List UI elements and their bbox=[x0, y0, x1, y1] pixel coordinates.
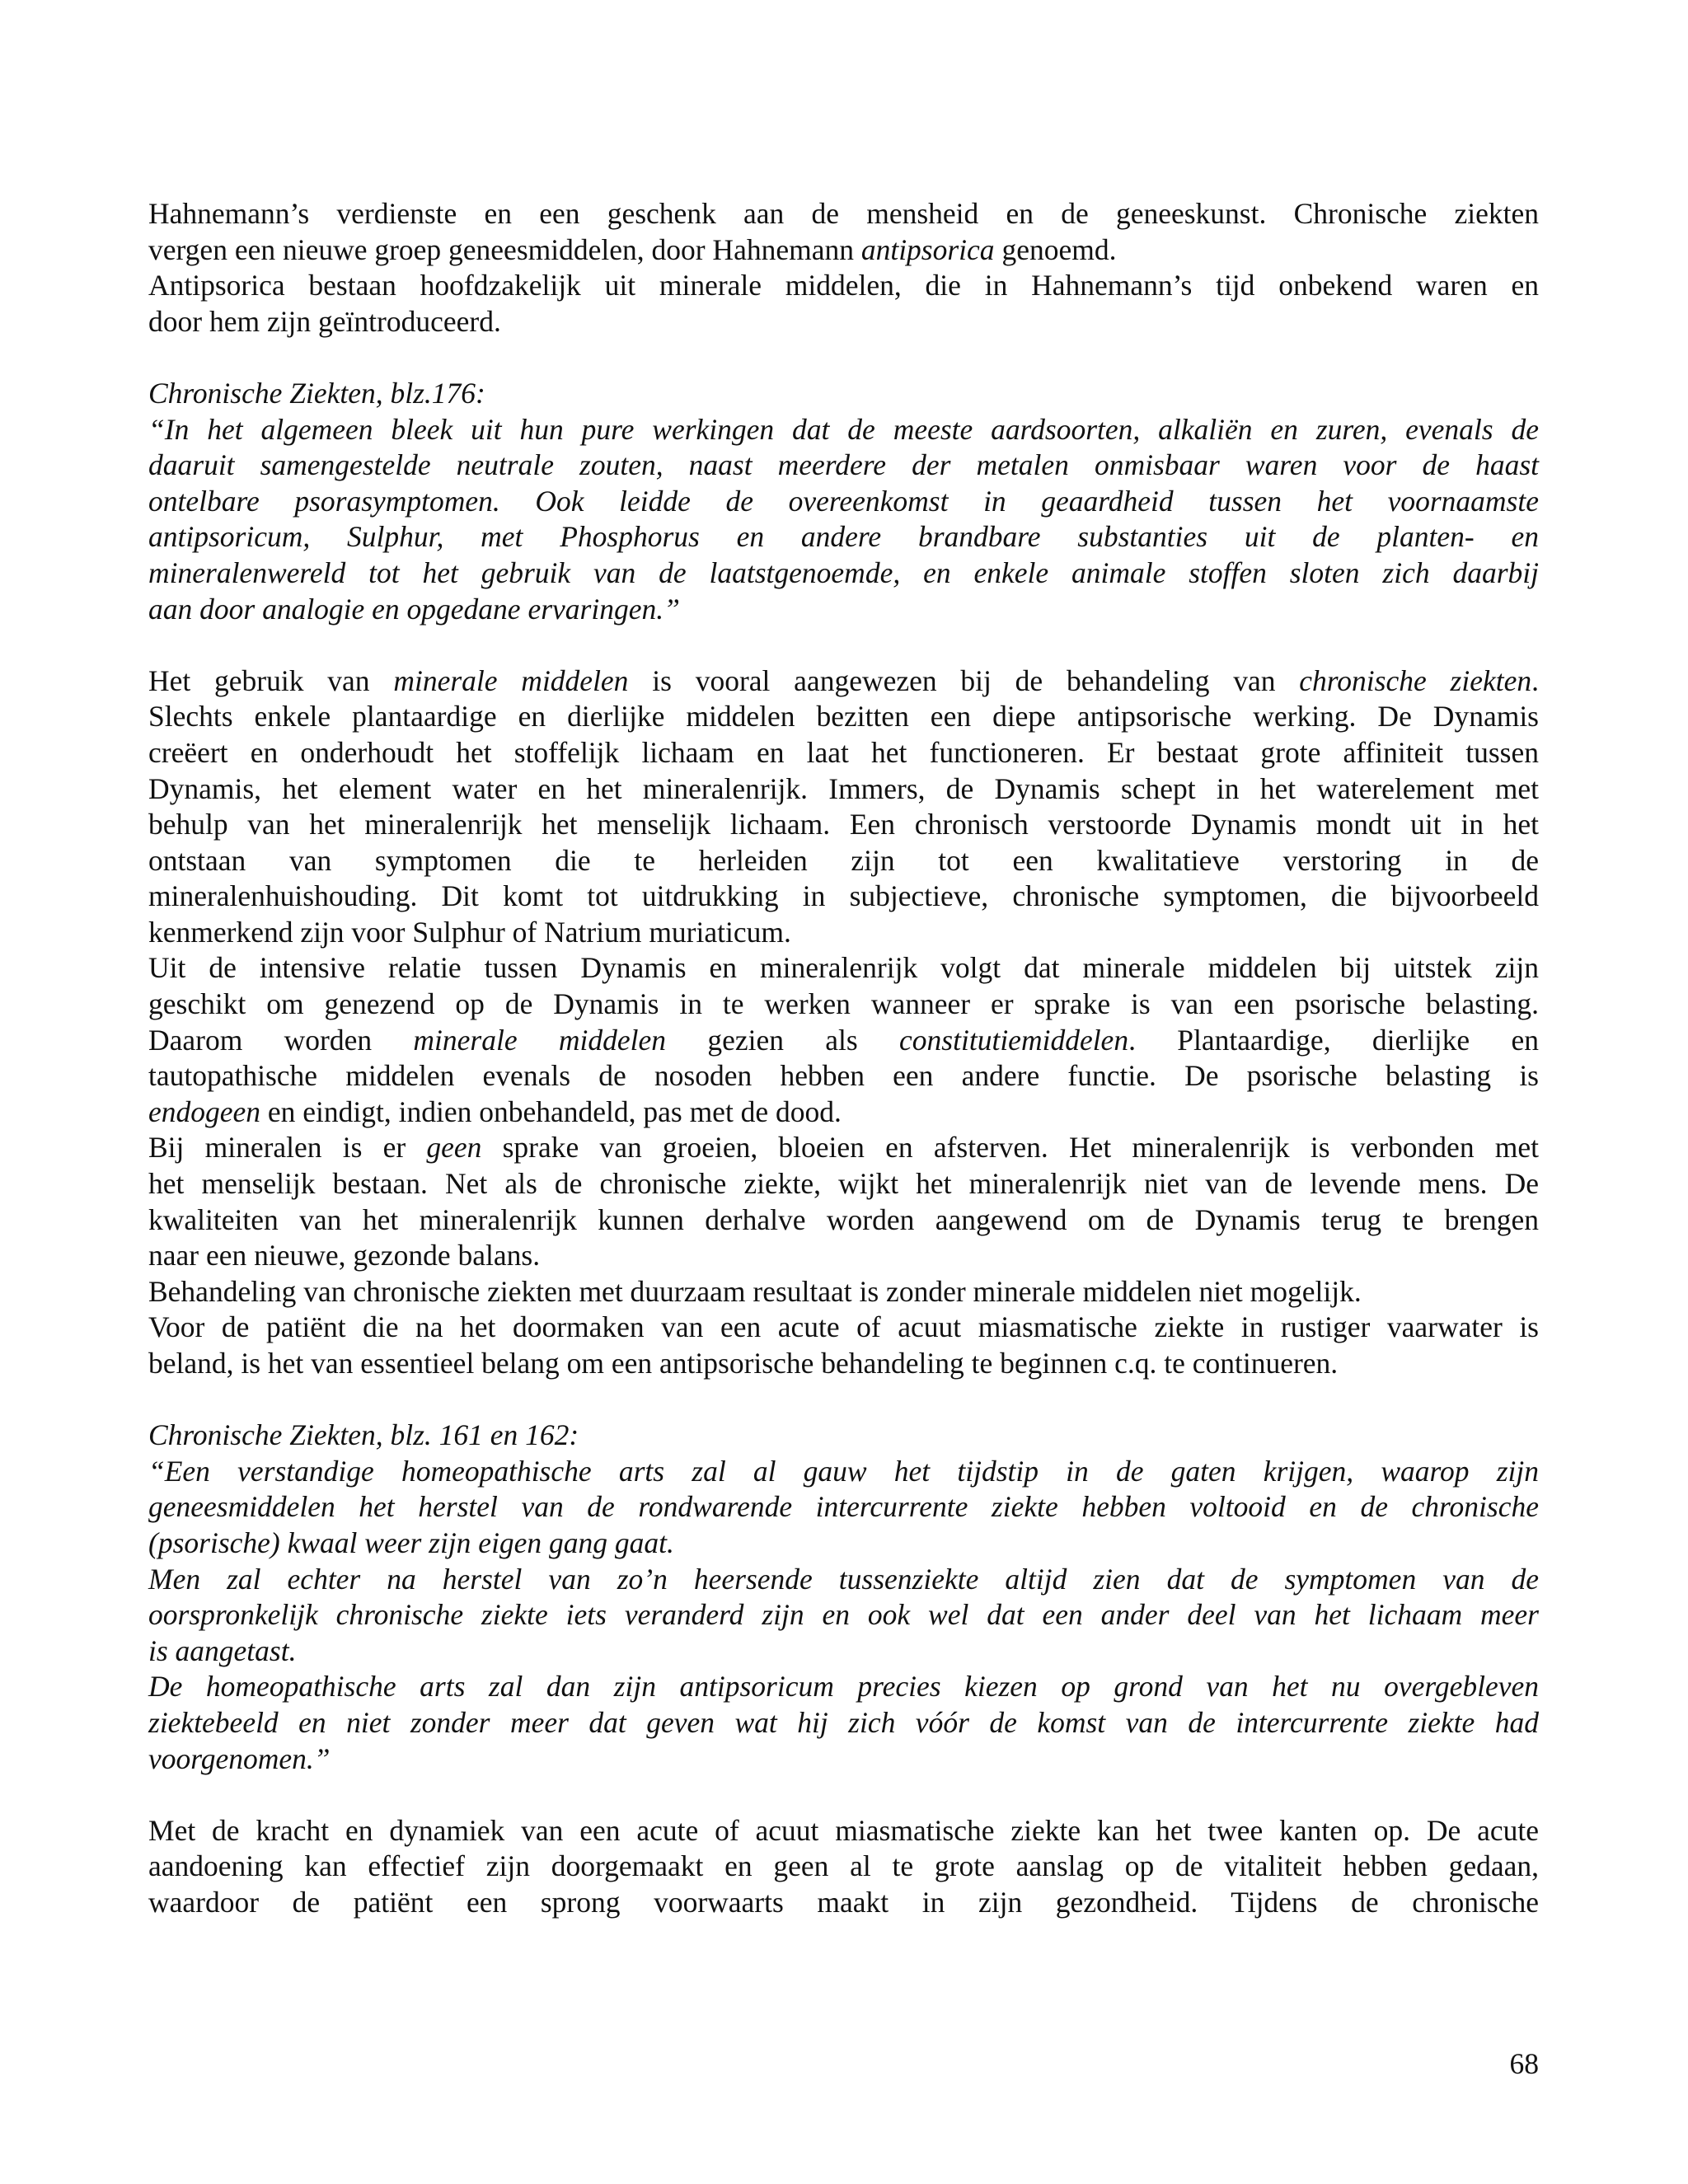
text-line: Het gebruik van minerale middelen is vooral aangewezen bij de behandeling van chronische ziekten. bbox=[148, 663, 1539, 697]
text-line: kwaliteiten van het mineralenrijk kunnen derhalve worden aangewend om de Dynamis terug te brengen bbox=[148, 1202, 1539, 1236]
text-line: Hahnemann’s verdienste en een geschenk aan de mensheid en de geneeskunst. Chronische ziekten bbox=[148, 197, 1539, 230]
text-line: tautopathische middelen evenals de nosoden hebben een andere functie. De psorische belasting is bbox=[148, 1059, 1539, 1093]
text-line: Met de kracht en dynamiek van een acute of acuut miasmatische ziekte kan het twee kanten op. De acute bbox=[148, 1813, 1539, 1847]
paragraph-antipsorica bbox=[148, 268, 1539, 340]
quote-line: mineralenwereld tot het gebruik van de laatstgenoemde, en enkele animale stoffen sloten zich daarbij bbox=[148, 555, 1539, 589]
text-line: Behandeling van chronische ziekten met duurzaam resultaat is zonder minerale middelen niet mogelijk. bbox=[148, 1274, 1362, 1308]
emphasis: minerale middelen bbox=[413, 1023, 667, 1057]
quote-line: antipsoricum, Sulphur, met Phosphorus en andere brandbare substanties uit de planten- en bbox=[148, 520, 1539, 554]
text-run: genoemd. bbox=[994, 232, 1117, 266]
emphasis: chronische ziekten bbox=[1299, 663, 1532, 697]
quote-reference: Chronische Ziekten, blz. 161 en 162: bbox=[148, 1418, 579, 1452]
paragraph-intro bbox=[148, 196, 1539, 268]
quote-block-161 bbox=[148, 1418, 1539, 1777]
text-line: ontstaan van symptomen die te herleiden zijn tot een kwalitatieve verstoring in de bbox=[148, 843, 1539, 877]
text-line: Bij mineralen is er geen sprake van groeien, bloeien en afsterven. Het mineralenrijk is verbonden met bbox=[148, 1131, 1539, 1165]
page-number: 68 bbox=[1509, 2047, 1539, 2080]
emphasis: constitutiemiddelen bbox=[899, 1023, 1129, 1057]
quote-line: daaruit samengestelde neutrale zouten, naast meerdere der metalen onmisbaar waren voor de haast bbox=[148, 448, 1539, 482]
text-line: geschikt om genezend op de Dynamis in te werken wanneer er sprake is van een psorische belasting. bbox=[148, 987, 1539, 1021]
text-run: vergen een nieuwe groep geneesmiddelen, door Hahnemann bbox=[148, 232, 861, 266]
text-line: aandoening kan effectief zijn doorgemaakt en geen al te grote aanslag op de vitaliteit hebben gedaan, bbox=[148, 1849, 1539, 1883]
quote-line: “In het algemeen bleek uit hun pure werkingen dat de meeste aardsoorten, alkaliën en zuren, evenals de bbox=[148, 412, 1539, 446]
emphasis: endogeen bbox=[148, 1094, 261, 1128]
quote-reference: Chronische Ziekten, blz.176: bbox=[148, 376, 485, 410]
text-line: Daarom worden minerale middelen gezien als constitutiemiddelen. Plantaardige, dierlijke en bbox=[148, 1023, 1539, 1057]
quote-line: geneesmiddelen het herstel van de rondwarende intercurrente ziekte hebben voltooid en de chronische bbox=[148, 1490, 1539, 1524]
emphasis-antipsorica: antipsorica bbox=[860, 232, 995, 266]
paragraph-mineralen bbox=[148, 1130, 1539, 1273]
quote-line: is aangetast. bbox=[148, 1633, 297, 1667]
text-line: endogeen en eindigt, indien onbehandeld, pas met de dood. bbox=[148, 1094, 842, 1128]
paragraph-relatie bbox=[148, 950, 1539, 1130]
quote-line: voorgenomen.” bbox=[148, 1741, 331, 1775]
text-line: Antipsorica bestaan hoofdzakelijk uit minerale middelen, die in Hahnemann’s tijd onbekend waren en bbox=[148, 269, 1539, 302]
text-line: Dynamis, het element water en het mineralenrijk. Immers, de Dynamis schept in het waterelement met bbox=[148, 771, 1539, 805]
paragraph-gap bbox=[148, 1382, 1539, 1418]
text-line: Uit de intensive relatie tussen Dynamis en mineralenrijk volgt dat minerale middelen bij uitstek zijn bbox=[148, 951, 1539, 985]
quote-block-176 bbox=[148, 376, 1539, 627]
quote-line: Men zal echter na herstel van zo’n heersende tussenziekte altijd zien dat de symptomen van de bbox=[148, 1562, 1539, 1596]
paragraph-behandeling bbox=[148, 1274, 1539, 1310]
text-line: door hem zijn geïntroduceerd. bbox=[148, 304, 501, 338]
text-line: mineralenhuishouding. Dit komt tot uitdrukking in subjectieve, chronische symptomen, die bijvoorbeeld bbox=[148, 879, 1539, 913]
text-line: naar een nieuwe, gezonde balans. bbox=[148, 1239, 541, 1272]
paragraph-kracht bbox=[148, 1813, 1539, 1921]
text-line: Voor de patiënt die na het doormaken van een acute of acuut miasmatische ziekte in rustiger vaarwater is bbox=[148, 1310, 1539, 1344]
paragraph-minerale-middelen bbox=[148, 663, 1539, 951]
paragraph-gap bbox=[148, 340, 1539, 376]
text-line: het menselijk bestaan. Net als de chronische ziekte, wijkt het mineralenrijk niet van de levende mens. De bbox=[148, 1167, 1539, 1201]
text-line: Slechts enkele plantaardige en dierlijke middelen bezitten een diepe antipsorische werking. De Dynamis bbox=[148, 700, 1539, 733]
text-line bbox=[148, 232, 1539, 269]
page-body bbox=[148, 196, 1539, 1921]
paragraph-gap bbox=[148, 627, 1539, 663]
emphasis: minerale middelen bbox=[393, 663, 629, 697]
text-line: beland, is het van essentieel belang om een antipsorische behandeling te beginnen c.q. te continueren. bbox=[148, 1347, 1339, 1380]
quote-line: (psorische) kwaal weer zijn eigen gang gaat. bbox=[148, 1526, 674, 1559]
emphasis: geen bbox=[426, 1131, 482, 1165]
quote-line: De homeopathische arts zal dan zijn antipsoricum precies kiezen op grond van het nu overgebleven bbox=[148, 1670, 1539, 1704]
quote-line: ziektebeeld en niet zonder meer dat geven wat hij zich vóór de komst van de intercurrente ziekte had bbox=[148, 1705, 1539, 1739]
paragraph-patient bbox=[148, 1310, 1539, 1381]
text-line: creëert en onderhoudt het stoffelijk lichaam en laat het functioneren. Er bestaat grote affiniteit tussen bbox=[148, 735, 1539, 769]
quote-line: aan door analogie en opgedane ervaringen.” bbox=[148, 592, 680, 626]
quote-line: “Een verstandige homeopathische arts zal al gauw het tijdstip in de gaten krijgen, waarop zijn bbox=[148, 1454, 1539, 1488]
text-line: waardoor de patiënt een sprong voorwaarts maakt in zijn gezondheid. Tijdens de chronische bbox=[148, 1885, 1539, 1919]
quote-line: oorspronkelijk chronische ziekte iets veranderd zijn en ook wel dat een ander deel van het lichaam meer bbox=[148, 1598, 1539, 1632]
quote-line: ontelbare psorasymptomen. Ook leidde de overeenkomst in geaardheid tussen het voornaamste bbox=[148, 484, 1539, 518]
paragraph-gap bbox=[148, 1777, 1539, 1813]
text-line: kenmerkend zijn voor Sulphur of Natrium muriaticum. bbox=[148, 915, 791, 949]
text-line: behulp van het mineralenrijk het menselijk lichaam. Een chronisch verstoorde Dynamis mondt uit in het bbox=[148, 808, 1539, 841]
